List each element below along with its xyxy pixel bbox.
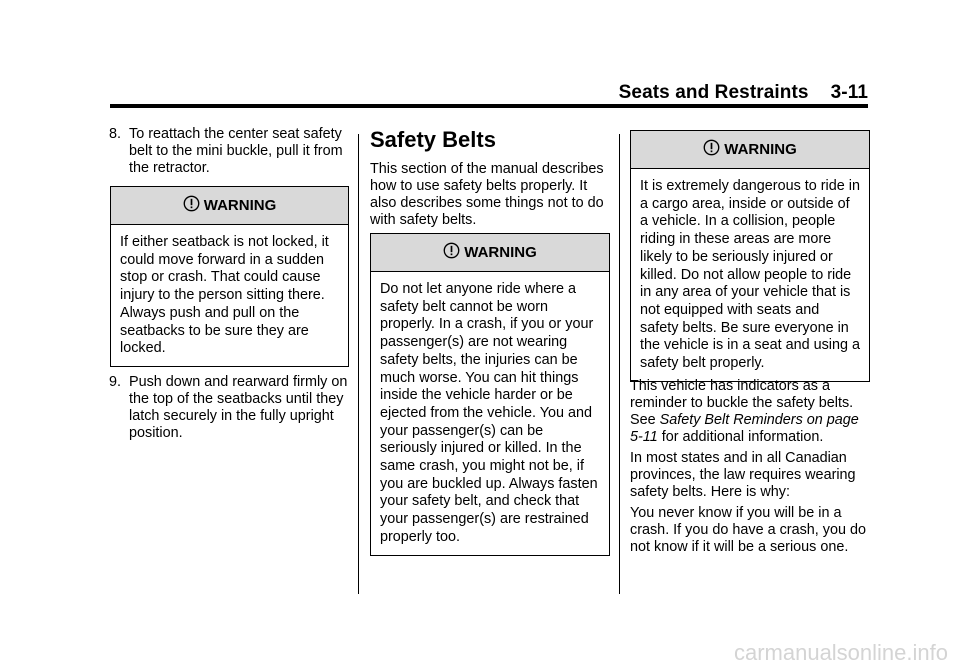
indicator-paragraph (630, 378, 868, 446)
warning-triangle-icon (443, 242, 460, 259)
warning-body: Do not let anyone ride where a safety belt cannot be worn properly. In a crash, if you or your passenger(s) are not wearing safety belts, the injuries can be much worse. You can hit things inside the vehicle harder or be ejected from the vehicle. You and your passenger(s) can be seriously injured or killed. In the same crash, you might not be, if you are buckled up. Always fasten your safety belt, and check that your passenger(s) are restrained properly too. (380, 281, 598, 545)
warning-header (111, 187, 348, 225)
step-9-text: Push down and rearward firmly on the top of the seatbacks until they latch securely in the fully upright position. (129, 374, 348, 441)
step-8 (109, 126, 347, 177)
warning-title: WARNING (464, 244, 537, 261)
crash-paragraph (630, 505, 868, 556)
warning-title: WARNING (203, 197, 277, 214)
crash-text: You never know if you will be in a crash. If you do have a crash, you do not know if it will be a serious one. (630, 505, 866, 555)
step-8-text: To reattach the center seat safety belt to the mini buckle, pull it from the retractor. (129, 126, 343, 176)
warning-body: If either seatback is not locked, it could move forward in a sudden stop or crash. That could cause injury to the person sitting there. Always push and pull on the seatbacks to be sure they are locked. (120, 234, 329, 357)
warning-header (371, 234, 609, 272)
header-text (619, 82, 868, 104)
warning-title: WARNING (724, 141, 797, 158)
section-title: Safety Belts (370, 127, 496, 152)
intro-text: This section of the manual describes how to use safety belts properly. It also describes some things not to do with safety belts. (370, 161, 604, 228)
law-paragraph (630, 450, 868, 501)
warning-triangle-icon (703, 139, 720, 156)
warning-body: It is extremely dangerous to ride in a cargo area, inside or outside of a vehicle. In a collision, people riding in these areas are more likely to be seriously injured or killed. Do not allow people to ride in any area of your vehicle that is not equipped with seats and safety belts. Be sure everyone in the vehicle is in a seat and using a safety belt properly. (640, 178, 860, 372)
warning-header (631, 131, 869, 169)
warning-triangle-icon (183, 195, 200, 212)
watermark: carmanualsonline.info (733, 640, 948, 665)
warning-box-cargo (630, 130, 870, 382)
law-text: In most states and in all Canadian provinces, the law requires wearing safety belts. Here is why: (630, 450, 856, 500)
header-rule (110, 104, 868, 108)
column-divider-left (358, 134, 359, 594)
page-number: 3-11 (830, 82, 868, 103)
indicator-text-start: This vehicle has indicators as a reminder to buckle the safety belts. See (630, 378, 854, 428)
indicator-text-end: for additional information. (657, 429, 824, 445)
step-9-number: 9. (109, 374, 122, 390)
warning-box-seating (370, 233, 610, 556)
intro-paragraph (370, 161, 608, 229)
step-9 (109, 374, 351, 442)
cross-reference-link[interactable]: Safety Belt Reminders on page 5-11 (630, 412, 859, 445)
step-8-number: 8. (109, 126, 122, 142)
column-divider-right (619, 134, 620, 594)
section-name: Seats and Restraints (618, 82, 809, 103)
warning-box-seatback (110, 186, 349, 367)
page-header (110, 82, 868, 104)
